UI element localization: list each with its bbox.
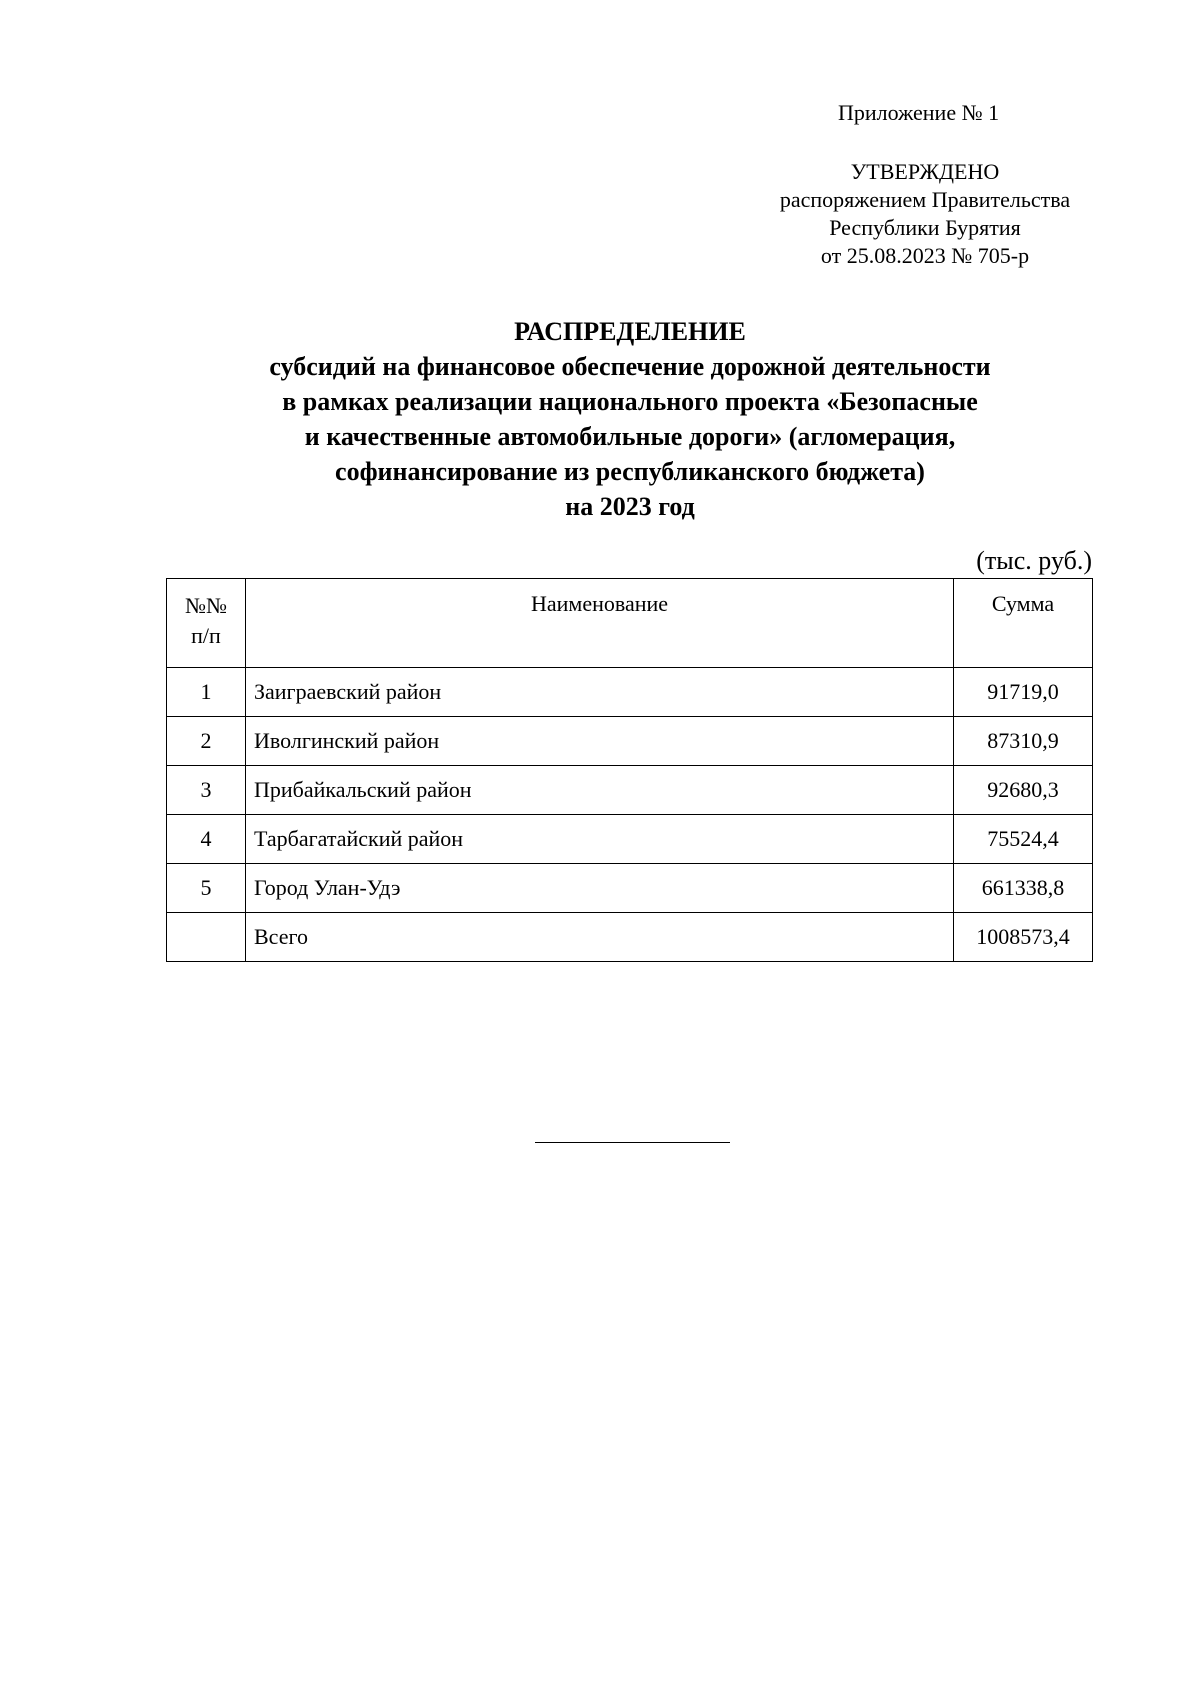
document-title bbox=[160, 314, 1100, 524]
row-number: 1 bbox=[167, 668, 246, 717]
title-line: софинансирование из республиканского бюджета) bbox=[335, 457, 925, 486]
units-label: (тыс. руб.) bbox=[976, 546, 1092, 575]
table-header-row bbox=[167, 579, 1093, 668]
attachment-label: Приложение № 1 bbox=[838, 100, 1000, 125]
row-sum: 87310,9 bbox=[954, 717, 1093, 766]
title-heading: РАСПРЕДЕЛЕНИЕ bbox=[514, 317, 746, 346]
header-number bbox=[167, 579, 246, 668]
distribution-table bbox=[166, 578, 1093, 962]
total-number bbox=[167, 913, 246, 962]
row-sum: 91719,0 bbox=[954, 668, 1093, 717]
table-row bbox=[167, 717, 1093, 766]
approval-line: Республики Бурятия bbox=[829, 215, 1021, 240]
table-row bbox=[167, 815, 1093, 864]
row-name: Город Улан-Удэ bbox=[246, 864, 954, 913]
row-sum: 661338,8 bbox=[954, 864, 1093, 913]
approval-date-number: от 25.08.2023 № 705-р bbox=[820, 243, 1030, 268]
row-sum: 75524,4 bbox=[954, 815, 1093, 864]
title-year: на 2023 год bbox=[565, 492, 695, 521]
row-number: 5 bbox=[167, 864, 246, 913]
table-row bbox=[167, 864, 1093, 913]
approval-stamp bbox=[760, 158, 1090, 270]
table-row bbox=[167, 668, 1093, 717]
row-name: Тарбагатайский район bbox=[246, 815, 954, 864]
total-sum: 1008573,4 bbox=[954, 913, 1093, 962]
closing-rule bbox=[535, 1142, 730, 1143]
header-number-line1: №№ bbox=[185, 593, 227, 618]
title-line: субсидий на финансовое обеспечение дорожной деятельности bbox=[269, 352, 991, 381]
row-name: Заиграевский район bbox=[246, 668, 954, 717]
row-name: Прибайкальский район bbox=[246, 766, 954, 815]
table-total-row bbox=[167, 913, 1093, 962]
approval-line: распоряжением Правительства bbox=[779, 187, 1071, 212]
title-line: в рамках реализации национального проекта «Безопасные bbox=[282, 387, 978, 416]
approval-heading: УТВЕРЖДЕНО bbox=[850, 159, 1000, 184]
row-number: 2 bbox=[167, 717, 246, 766]
table-row bbox=[167, 766, 1093, 815]
title-line: и качественные автомобильные дороги» (агломерация, bbox=[304, 422, 956, 451]
row-number: 3 bbox=[167, 766, 246, 815]
total-label: Всего bbox=[246, 913, 954, 962]
row-name: Иволгинский район bbox=[246, 717, 954, 766]
row-sum: 92680,3 bbox=[954, 766, 1093, 815]
header-name: Наименование bbox=[246, 579, 954, 668]
header-sum: Сумма bbox=[954, 579, 1093, 668]
header-number-line2: п/п bbox=[191, 623, 221, 648]
row-number: 4 bbox=[167, 815, 246, 864]
